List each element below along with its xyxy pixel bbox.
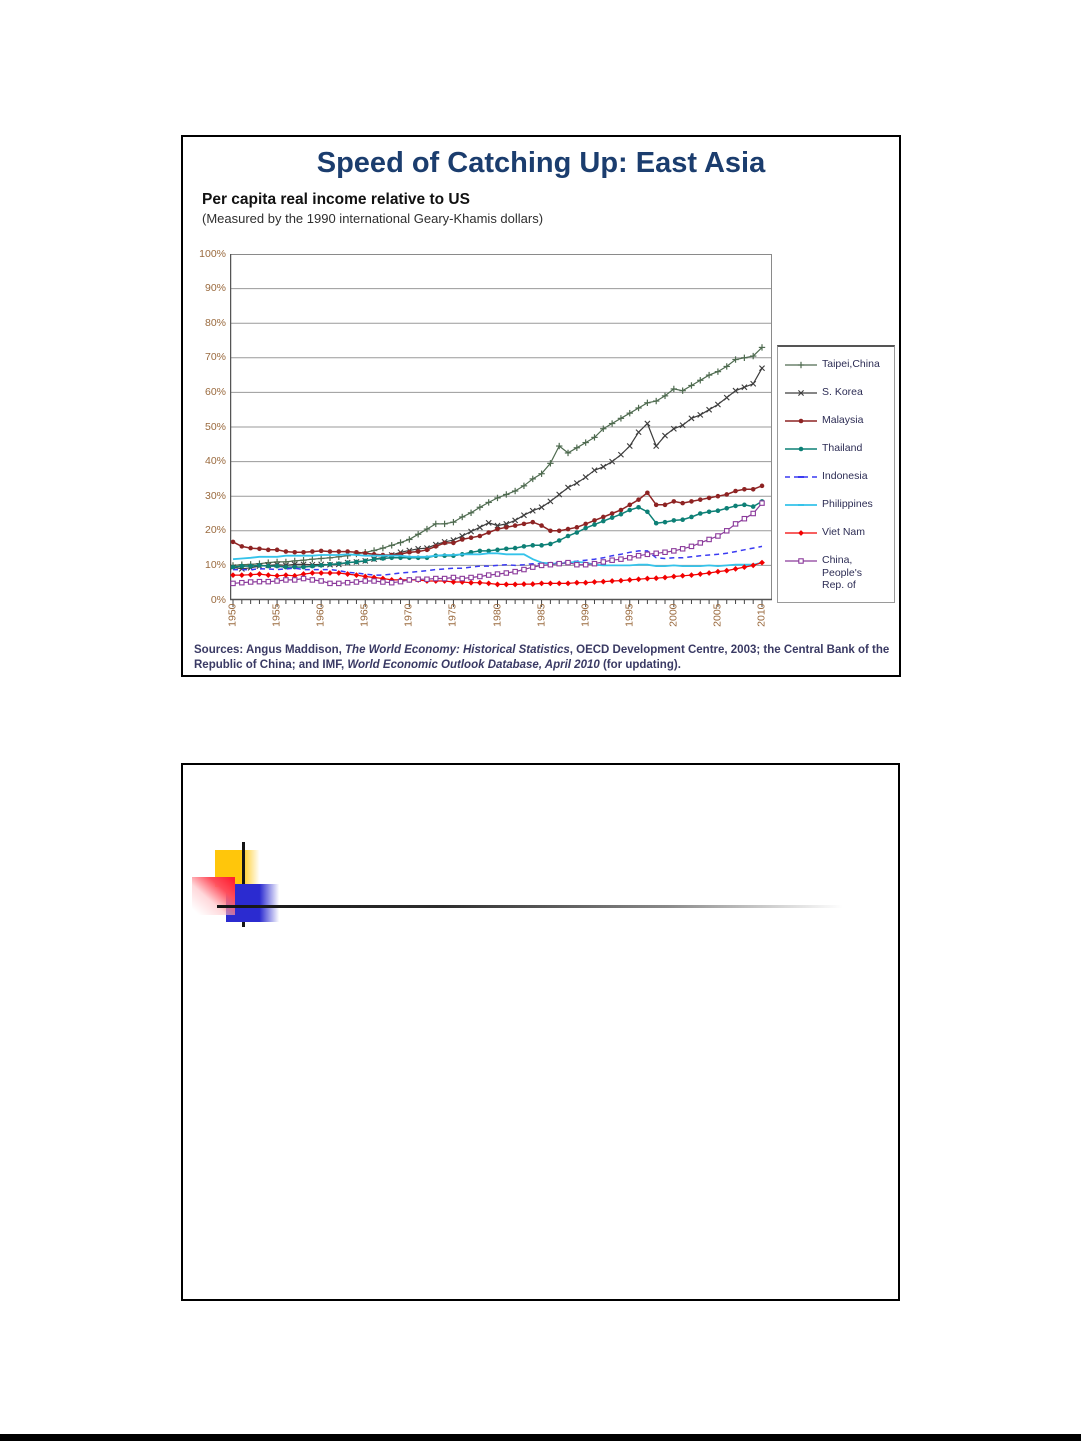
- legend-label: Thailand: [822, 442, 863, 454]
- legend-item-malaysia: [784, 414, 890, 427]
- series-line-taipei-china: [233, 347, 762, 565]
- y-tick-label: 10%: [204, 558, 226, 571]
- legend-item-viet-nam: [784, 526, 890, 539]
- x-tick-label: 1980: [491, 603, 503, 627]
- x-tick-label: 1965: [358, 603, 371, 627]
- legend-label: Taipei,China: [822, 358, 880, 370]
- x-tick-label: 1960: [314, 603, 327, 627]
- sources-note: [194, 643, 894, 673]
- y-tick-label: 60%: [204, 385, 226, 398]
- x-tick-label: 2010: [755, 603, 768, 627]
- x-tick-label: 1995: [623, 603, 636, 627]
- chart-subtitle: Per capita real income relative to US: [202, 191, 470, 208]
- legend-label: Malaysia: [822, 414, 864, 426]
- legend-item-china-prc: [784, 554, 890, 592]
- chart-title: Speed of Catching Up: East Asia: [316, 147, 766, 179]
- x-tick-label: 2005: [711, 603, 724, 627]
- y-tick-label: 80%: [204, 316, 226, 329]
- x-tick-label: 1990: [579, 603, 592, 627]
- sources-segment: , OECD Development Centre, 2003; the Central Bank of the Republic of China; and IMF,: [194, 644, 890, 671]
- x-tick-label: 2000: [667, 603, 680, 627]
- y-tick-label: 20%: [204, 524, 226, 537]
- series-line-s-korea: [233, 368, 762, 569]
- legend-marker-philippines: [784, 499, 818, 511]
- legend-label: Viet Nam: [822, 526, 865, 538]
- slide-chart: [181, 135, 901, 677]
- chart-legend: [777, 345, 895, 603]
- sources-segment: Sources: Angus Maddison,: [194, 644, 346, 656]
- y-tick-label: 0%: [210, 593, 226, 606]
- legend-marker-s-korea: [784, 387, 818, 399]
- legend-item-indonesia: [784, 470, 890, 483]
- sources-italic-segment: World Economic Outlook Database, April 2010: [347, 659, 600, 671]
- sources-segment: (for updating).: [599, 659, 681, 671]
- legend-marker-china-prc: [784, 555, 818, 567]
- page-bottom-edge: [0, 1434, 1081, 1441]
- slide-blank: [181, 763, 900, 1301]
- y-tick-label: 70%: [204, 351, 226, 364]
- chart-subnote: (Measured by the 1990 international Geary-Khamis dollars): [202, 211, 544, 226]
- y-tick-label: 100%: [199, 247, 226, 260]
- decor-horizontal-line: [217, 905, 862, 908]
- legend-item-philippines: [784, 498, 890, 511]
- legend-marker-malaysia: [784, 415, 818, 427]
- x-tick-label: 1950: [226, 603, 239, 627]
- legend-item-s-korea: [784, 386, 890, 399]
- legend-label: China, People's Rep. of: [822, 554, 862, 591]
- legend-marker-taipei-china: [784, 359, 818, 371]
- x-tick-label: 1955: [270, 603, 283, 627]
- x-tick-label: 1970: [402, 603, 415, 627]
- sources-italic-segment: The World Economy: Historical Statistics: [345, 644, 570, 656]
- legend-marker-viet-nam: [784, 527, 818, 539]
- legend-item-thailand: [784, 442, 890, 455]
- y-tick-label: 90%: [204, 282, 226, 295]
- legend-label: Indonesia: [822, 470, 868, 482]
- x-tick-label: 1985: [535, 603, 548, 627]
- legend-label: S. Korea: [822, 386, 863, 398]
- y-tick-label: 40%: [204, 455, 226, 468]
- legend-marker-indonesia: [784, 471, 818, 483]
- y-tick-label: 30%: [204, 489, 226, 502]
- x-tick-label: 1975: [446, 603, 459, 627]
- line-chart-plot-area: [230, 254, 772, 616]
- legend-label: Philippines: [822, 498, 873, 510]
- decor-red-square: [192, 877, 235, 915]
- y-tick-label: 50%: [204, 420, 226, 433]
- legend-item-taipei-china: [784, 358, 890, 371]
- legend-marker-thailand: [784, 443, 818, 455]
